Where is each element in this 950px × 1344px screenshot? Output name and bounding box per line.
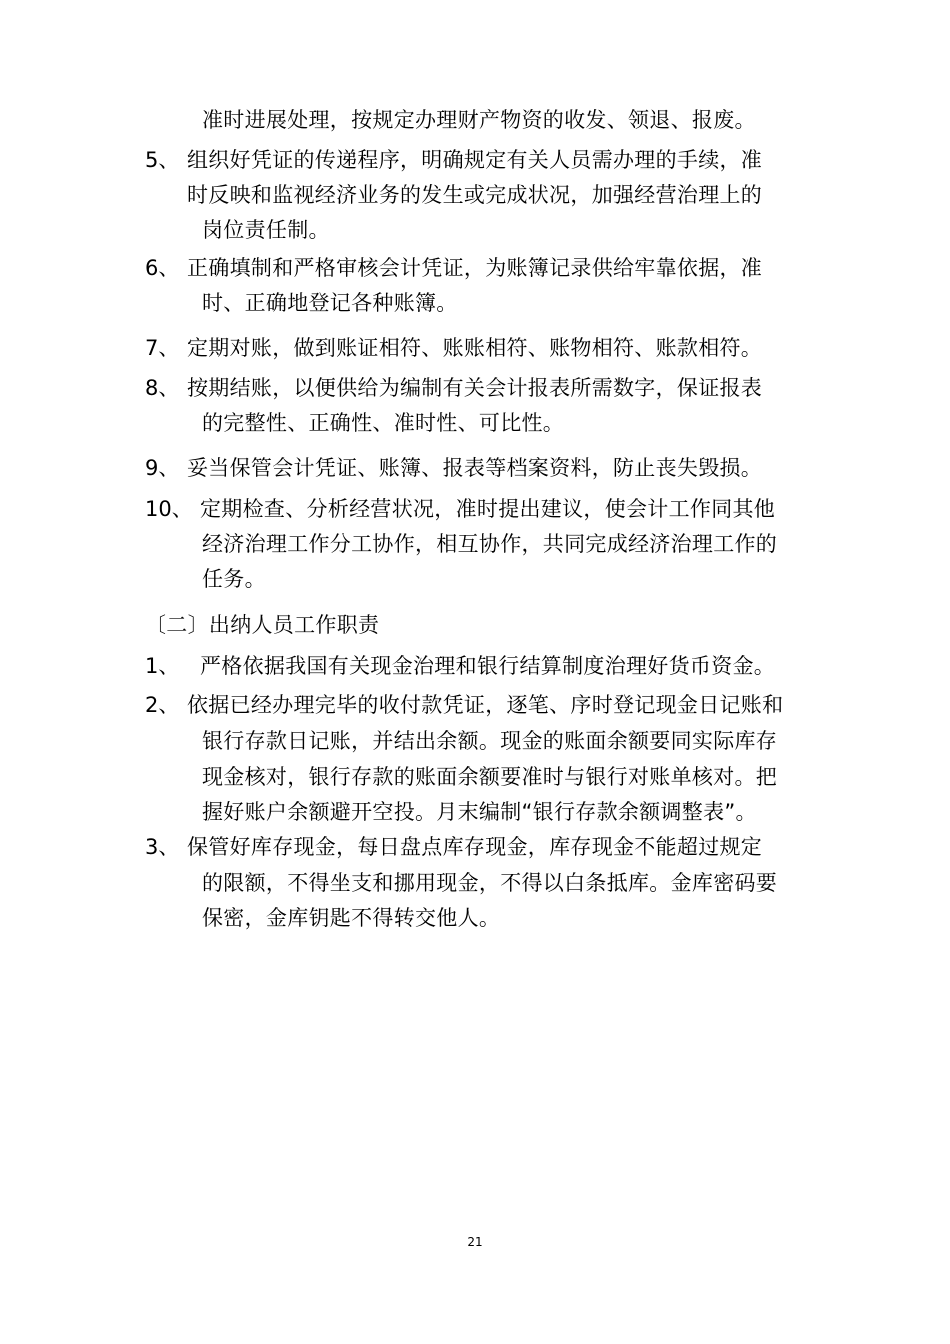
text-line: 按期结账，以便供给为编制有关会计报表所需数字，保证报表 (187, 376, 763, 400)
text-line: 银行存款日记账，并结出余额。现金的账面余额要同实际库存 (202, 729, 778, 753)
section-heading: 〔二〕出纳人员工作职责 (145, 613, 380, 637)
text-line: 岗位责任制。 (202, 218, 330, 242)
text-line: 的限额，不得坐支和挪用现金，不得以白条抵库。金库密码要 (202, 871, 778, 895)
text-line: 定期检查、分析经营状况，准时提出建议，使会计工作同其他 (200, 497, 776, 521)
text-line: 正确填制和严格审核会计凭证，为账簿记录供给牢靠依据，准 (187, 256, 763, 280)
page-number: 21 (467, 1235, 483, 1249)
item-number: 10、 (145, 497, 193, 521)
text-line: 依据已经办理完毕的收付款凭证，逐笔、序时登记现金日记账和 (187, 693, 784, 717)
text-line: 保密，金库钥匙不得转交他人。 (202, 906, 501, 930)
text-line: 经济治理工作分工协作，相互协作，共同完成经济治理工作的 (202, 532, 778, 556)
text-line: 组织好凭证的传递程序，明确规定有关人员需办理的手续，准 (187, 148, 763, 172)
text-line: 的完整性、正确性、准时性、可比性。 (202, 411, 565, 435)
text-line: 定期对账，做到账证相符、账账相符、账物相符、账款相符。 (187, 336, 763, 360)
text-line: 保管好库存现金，每日盘点库存现金，库存现金不能超过规定 (187, 835, 763, 859)
item-number: 3、 (145, 835, 180, 859)
item-number: 7、 (145, 336, 180, 360)
item-number: 9、 (145, 456, 180, 480)
text-line: 妥当保管会计凭证、账簿、报表等档案资料，防止丧失毁损。 (187, 456, 763, 480)
text-line: 严格依据我国有关现金治理和银行结算制度治理好货币资金。 (200, 654, 776, 678)
item-number: 2、 (145, 693, 180, 717)
text-line: 时反映和监视经济业务的发生或完成状况，加强经营治理上的 (187, 183, 763, 207)
text-line: 时、正确地登记各种账簿。 (202, 291, 458, 315)
item-number: 5、 (145, 148, 180, 172)
item-number: 6、 (145, 256, 180, 280)
item-number: 1、 (145, 654, 180, 678)
text-line: 握好账户余额避开空投。月末编制“银行存款余额调整表”。 (202, 800, 757, 824)
text-line: 任务。 (202, 567, 266, 591)
text-line: 现金核对，银行存款的账面余额要准时与银行对账单核对。把 (202, 765, 778, 789)
text-line: 准时进展处理，按规定办理财产物资的收发、领退、报废。 (202, 108, 756, 132)
item-number: 8、 (145, 376, 180, 400)
